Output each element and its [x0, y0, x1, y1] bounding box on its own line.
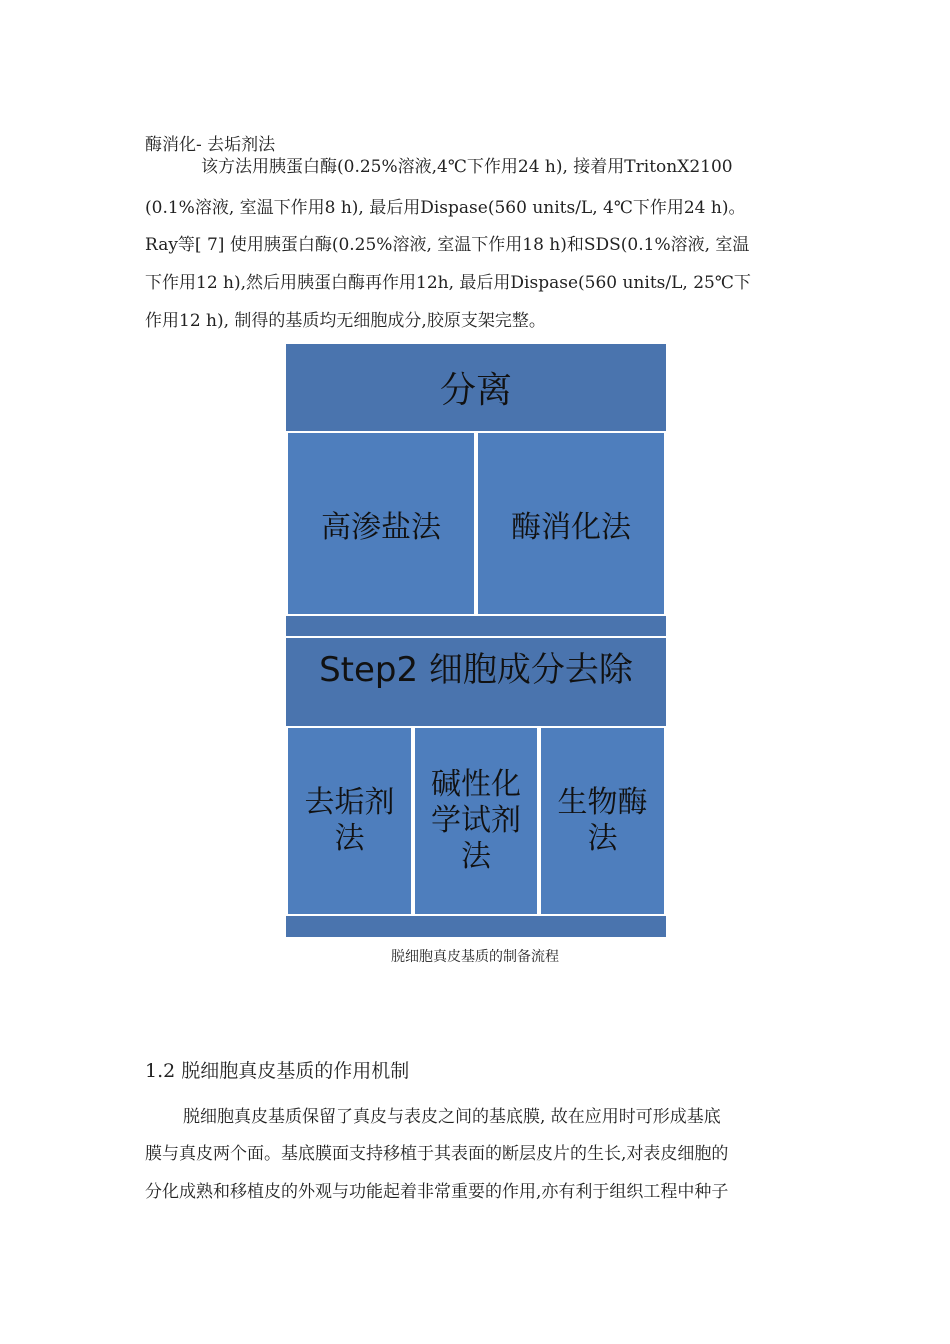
step1-header: 分离 [286, 344, 666, 431]
paragraph-line: 膜与真皮两个面。基底膜面支持移植于其表面的断层皮片的生长,对表皮细胞的 [145, 1144, 729, 1164]
paragraph-line: (0.1%溶液, 室温下作用8 h), 最后用Dispase(560 units/L, 4℃下作用24 h)。 [145, 198, 746, 218]
top-heading: 酶消化- 去垢剂法 [145, 135, 276, 155]
paragraph-line: 作用12 h), 制得的基质均无细胞成分,胶原支架完整。 [145, 311, 546, 331]
figure-caption: 脱细胞真皮基质的制备流程 [391, 949, 559, 965]
section-title: 1.2 脱细胞真皮基质的作用机制 [145, 1060, 410, 1082]
paragraph-line: 该方法用胰蛋白酶(0.25%溶液,4℃下作用24 h), 接着用TritonX2100 [201, 157, 733, 177]
bottom-bar [286, 916, 666, 937]
paragraph-line: 脱细胞真皮基质保留了真皮与表皮之间的基底膜, 故在应用时可形成基底 [183, 1107, 721, 1127]
method-box: 酶消化法 [476, 431, 666, 616]
method-box: 去垢剂法 [286, 726, 413, 916]
paragraph-line: 分化成熟和移植皮的外观与功能起着非常重要的作用,亦有利于组织工程中种子 [145, 1182, 729, 1202]
step2-header: Step2 细胞成分去除 [286, 636, 666, 726]
paragraph-line: 下作用12 h),然后用胰蛋白酶再作用12h, 最后用Dispase(560 units/L, 25℃下 [145, 273, 751, 293]
method-box: 生物酶法 [539, 726, 666, 916]
paragraph-line: Ray等[ 7] 使用胰蛋白酶(0.25%溶液, 室温下作用18 h)和SDS(0.1%溶液, 室温 [145, 235, 750, 255]
divider-bar [286, 616, 666, 636]
process-diagram [286, 344, 666, 937]
method-box: 碱性化学试剂法 [413, 726, 539, 916]
method-box: 高渗盐法 [286, 431, 476, 616]
